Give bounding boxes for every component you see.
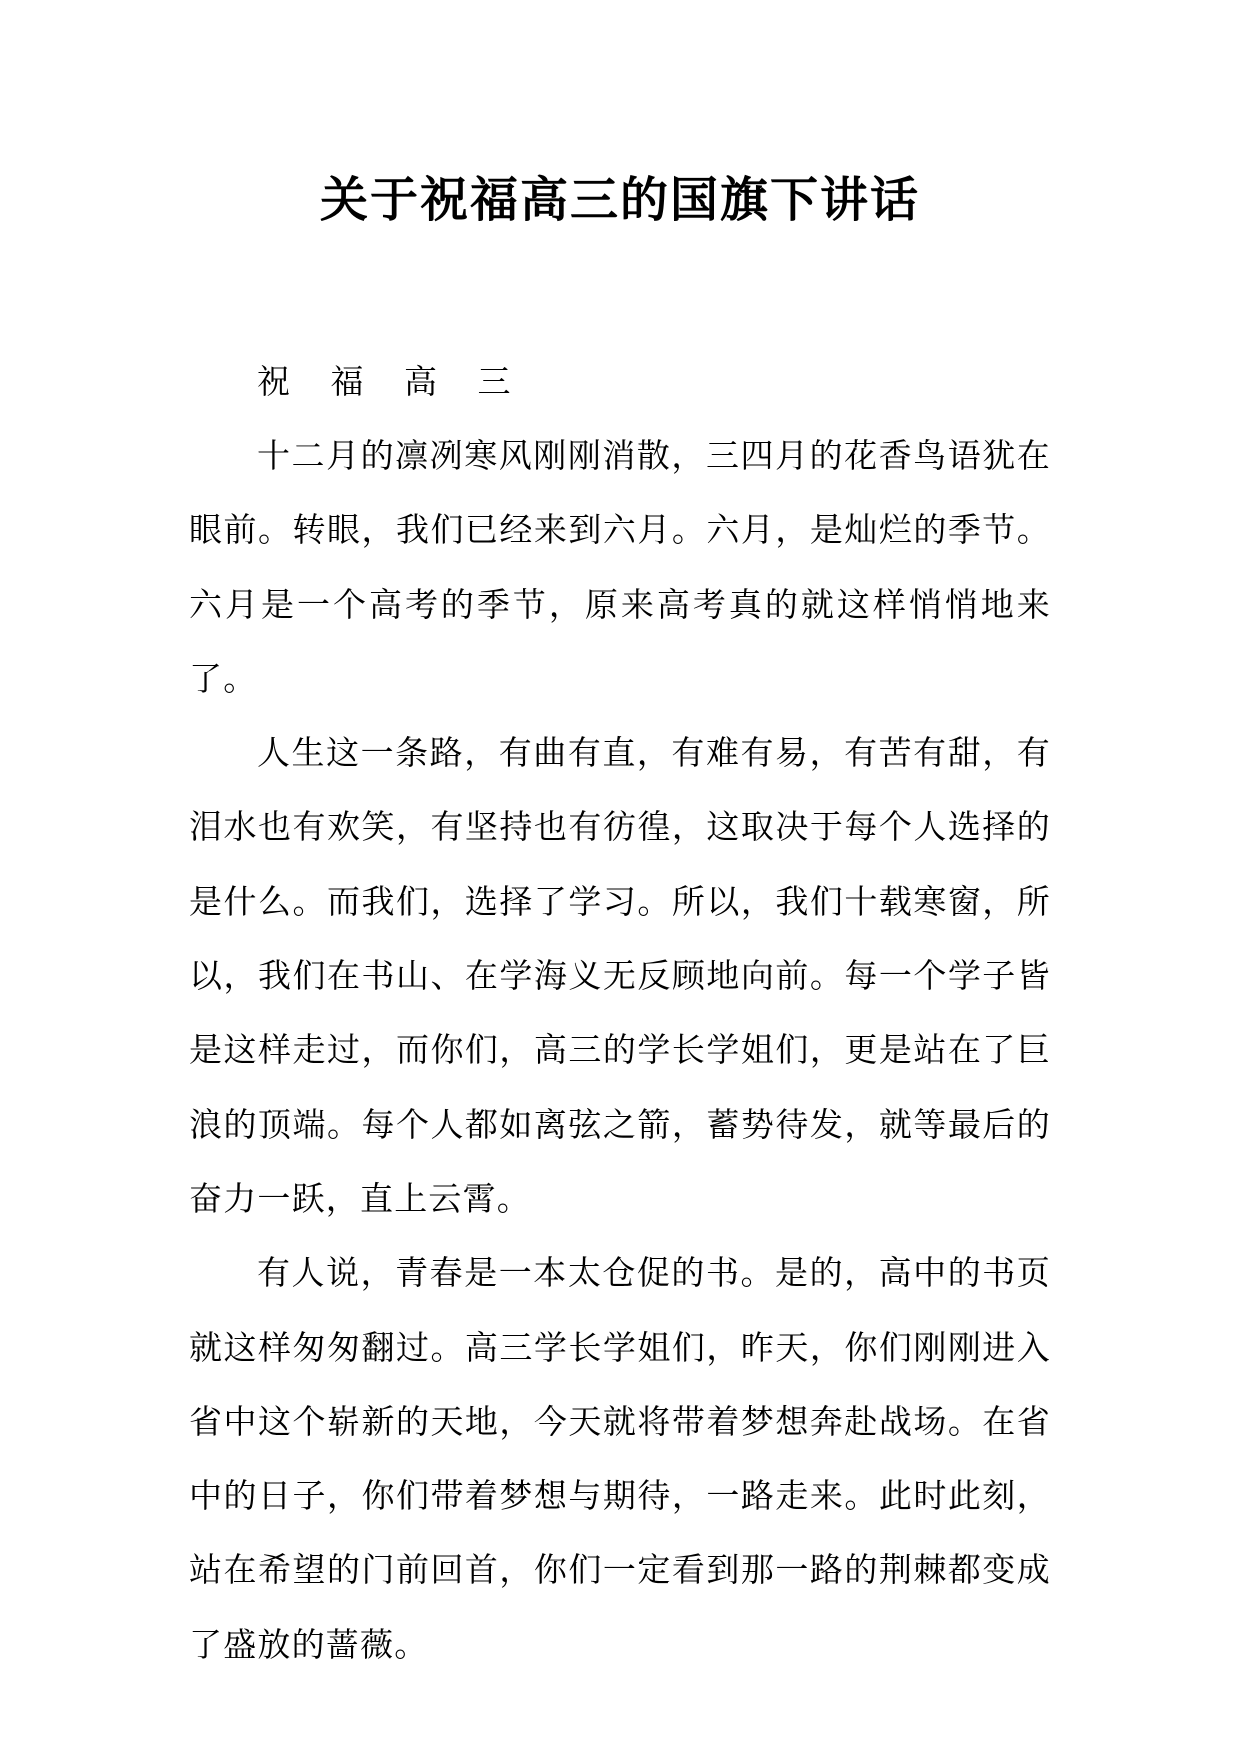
document-title: 关于祝福高三的国旗下讲话: [319, 172, 920, 228]
paragraph-2: 人生这一条路，有曲有直，有难有易，有苦有甜，有泪水也有欢笑，有坚持也有彷徨，这取决于每个人选择的是什么。而我们，选择了学习。所以，我们十载寒窗，所以，我们在书山、在学海义无反顾地向前。每一个学子皆是这样走过，而你们，高三的学长学姐们，更是站在了巨浪的顶端。每个人都如离弦之箭，蓄势待发，就等最后的奋力一跃，直上云霄。: [189, 733, 1051, 1218]
document-body: [189, 345, 1051, 1682]
document-subtitle: 祝 福 高 三: [257, 362, 526, 401]
paragraph-3: 有人说，青春是一本太仓促的书。是的，高中的书页就这样匆匆翻过。高三学长学姐们，昨天，你们刚刚进入省中这个崭新的天地，今天就将带着梦想奔赴战场。在省中的日子，你们带着梦想与期待，一路走来。此时此刻，站在希望的门前回首，你们一定看到那一路的荆棘都变成了盛放的蔷薇。: [189, 1253, 1051, 1664]
paragraph-1: 十二月的凛冽寒风刚刚消散，三四月的花香鸟语犹在眼前。转眼，我们已经来到六月。六月，是灿烂的季节。六月是一个高考的季节，原来高考真的就这样悄悄地来了。: [189, 436, 1051, 698]
